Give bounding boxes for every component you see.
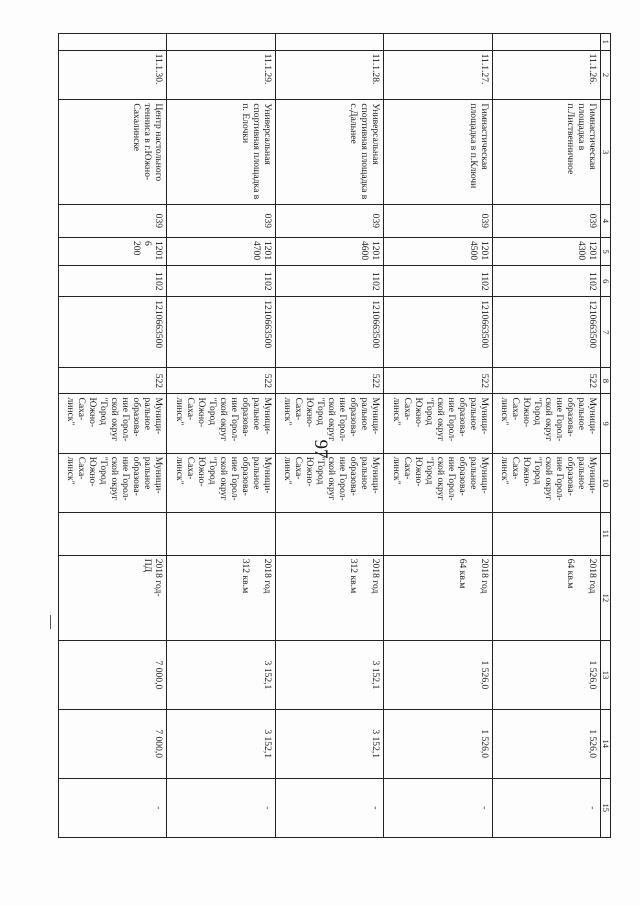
cell-col1 bbox=[492, 34, 600, 51]
total-cost: 7 000,0 bbox=[59, 641, 167, 710]
cell-col15: - bbox=[167, 778, 275, 837]
object-name: Универсальная спортивная площадка в п. Елочки bbox=[167, 100, 275, 204]
total-cost: 3 152,1 bbox=[275, 641, 383, 710]
expense-type: 522 bbox=[59, 368, 167, 394]
customer: Муници- pальное образова- ние Горол- ской округ "Город Южно- Саха- линск" bbox=[167, 394, 275, 453]
object-name: Гимнастическая площадка в п.Лиственничное bbox=[492, 100, 600, 204]
table-row bbox=[384, 34, 492, 838]
code-039: 039 bbox=[167, 204, 275, 237]
section-code: 1102 bbox=[492, 266, 600, 297]
table-row bbox=[492, 34, 600, 838]
expense-type: 522 bbox=[492, 368, 600, 394]
cell-col11 bbox=[167, 513, 275, 556]
total-cost: 1 526,0 bbox=[384, 641, 492, 710]
column-header: 3 bbox=[601, 100, 611, 204]
column-header: 15 bbox=[601, 778, 611, 837]
total-cost: 3 152,1 bbox=[167, 641, 275, 710]
developer: Муници- pальное образова- ние Горол- ской округ "Город Южно- Саха- линск" bbox=[492, 453, 600, 512]
planned-amount: 1 526,0 bbox=[492, 709, 600, 778]
cell-col15: - bbox=[492, 778, 600, 837]
year-capacity: 2018 год 312 кв.м bbox=[275, 555, 383, 640]
cell-col1 bbox=[275, 34, 383, 51]
object-name: Универсальная спортивная площадка в с.Дальнее bbox=[275, 100, 383, 204]
cell-col11 bbox=[275, 513, 383, 556]
expense-type: 522 bbox=[384, 368, 492, 394]
item-number: 11.1.26. bbox=[492, 50, 600, 100]
section-code: 1102 bbox=[167, 266, 275, 297]
column-header: 6 bbox=[601, 266, 611, 297]
planned-amount: 1 526,0 bbox=[384, 709, 492, 778]
target-article: 1210663500 bbox=[492, 297, 600, 368]
cell-col1 bbox=[384, 34, 492, 51]
budget-code: 1201 4500 bbox=[384, 237, 492, 265]
item-number: 11.1.30. bbox=[59, 50, 167, 100]
year-capacity: 2018 год 64 кв.м bbox=[492, 555, 600, 640]
section-code: 1102 bbox=[275, 266, 383, 297]
column-header: 8 bbox=[601, 368, 611, 394]
column-header: 2 bbox=[601, 50, 611, 100]
cell-col15: - bbox=[384, 778, 492, 837]
section-code: 1102 bbox=[59, 266, 167, 297]
planned-amount: 3 152,1 bbox=[167, 709, 275, 778]
budget-code: 1201 4600 bbox=[275, 237, 383, 265]
header-row bbox=[601, 34, 611, 838]
object-name: Гимнастическая площадка в п.Ключи bbox=[384, 100, 492, 204]
developer: Муници- pальное образова- ние Горол- ской округ "Город Южно- Саха- линск" bbox=[275, 453, 383, 512]
code-039: 039 bbox=[275, 204, 383, 237]
cell-col15: - bbox=[275, 778, 383, 837]
customer: Муници- pальное образова- ние Горол- ской округ "Город Южно- Саха- линск" bbox=[384, 394, 492, 453]
cell-col15: - bbox=[59, 778, 167, 837]
developer: Муници- pальное образова- ние Горол- ской округ "Город Южно- Саха- линск" bbox=[167, 453, 275, 512]
code-039: 039 bbox=[492, 204, 600, 237]
margin-mark bbox=[50, 615, 51, 629]
rotated-table-container bbox=[58, 33, 611, 838]
table-row bbox=[167, 34, 275, 838]
column-header: 9 bbox=[601, 394, 611, 453]
section-code: 1102 bbox=[384, 266, 492, 297]
year-capacity: 2018 год 312 кв.м bbox=[167, 555, 275, 640]
column-header: 12 bbox=[601, 555, 611, 640]
customer: Муници- pальное образова- ние Горол- ской округ "Город Южно- Саха- линск" bbox=[275, 394, 383, 453]
year-capacity: 2018 год 64 кв.м bbox=[384, 555, 492, 640]
column-header: 10 bbox=[601, 453, 611, 512]
column-header: 1 bbox=[601, 34, 611, 51]
column-header: 11 bbox=[601, 513, 611, 556]
column-header: 5 bbox=[601, 237, 611, 265]
table-body bbox=[59, 34, 601, 838]
developer: Муници- pальное образова- ние Горол- ской округ "Город Южно- Саха- линск" bbox=[59, 453, 167, 512]
target-article: 1210663500 bbox=[167, 297, 275, 368]
program-table bbox=[58, 33, 611, 838]
target-article: 1210663500 bbox=[384, 297, 492, 368]
target-article: 1210663500 bbox=[59, 297, 167, 368]
code-039: 039 bbox=[59, 204, 167, 237]
page-number: 97 bbox=[310, 439, 331, 459]
total-cost: 1 526,0 bbox=[492, 641, 600, 710]
code-039: 039 bbox=[384, 204, 492, 237]
item-number: 11.1.28. bbox=[275, 50, 383, 100]
customer: Муници- pальное образова- ние Горол- ской округ "Город Южно- Саха- линск" bbox=[59, 394, 167, 453]
customer: Муници- pальное образова- ние Горол- ской округ "Город Южно- Саха- линск" bbox=[492, 394, 600, 453]
table-rotator bbox=[58, 33, 611, 838]
cell-col1 bbox=[59, 34, 167, 51]
planned-amount: 7 000,0 bbox=[59, 709, 167, 778]
column-header: 13 bbox=[601, 641, 611, 710]
cell-col1 bbox=[167, 34, 275, 51]
cell-col11 bbox=[384, 513, 492, 556]
cell-col11 bbox=[59, 513, 167, 556]
table-row bbox=[59, 34, 167, 838]
expense-type: 522 bbox=[167, 368, 275, 394]
column-header: 14 bbox=[601, 709, 611, 778]
budget-code: 1201 4300 bbox=[492, 237, 600, 265]
cell-col11 bbox=[492, 513, 600, 556]
budget-code: 12016 200 bbox=[59, 237, 167, 265]
planned-amount: 3 152,1 bbox=[275, 709, 383, 778]
item-number: 11.1.29. bbox=[167, 50, 275, 100]
item-number: 11.1.27. bbox=[384, 50, 492, 100]
table-row bbox=[275, 34, 383, 838]
column-header: 7 bbox=[601, 297, 611, 368]
expense-type: 522 bbox=[275, 368, 383, 394]
object-name: Центр настольного тенниса в г.Южно-Сахалинске bbox=[59, 100, 167, 204]
budget-code: 1201 4700 bbox=[167, 237, 275, 265]
developer: Муници- pальное образова- ние Горол- ской округ "Город Южно- Саха- линск" bbox=[384, 453, 492, 512]
year-capacity: 2018 год- ПД bbox=[59, 555, 167, 640]
column-header: 4 bbox=[601, 204, 611, 237]
target-article: 1210663500 bbox=[275, 297, 383, 368]
